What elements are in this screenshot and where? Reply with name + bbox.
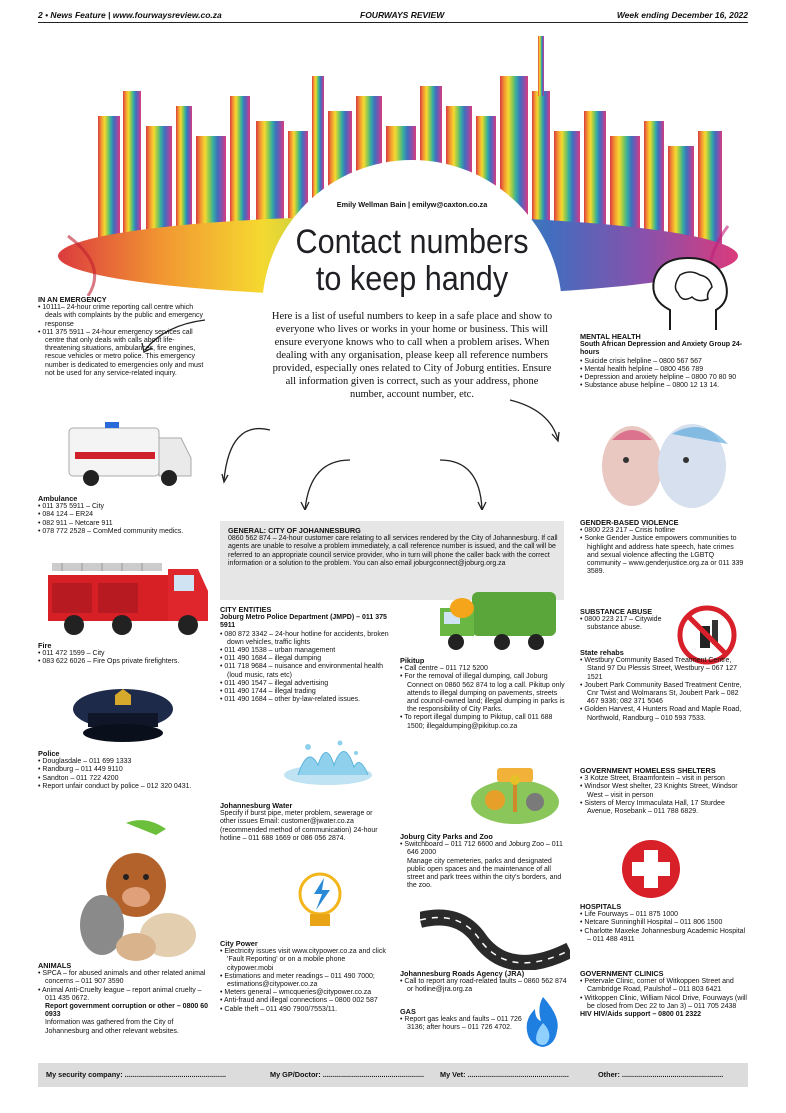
emergency-item: • 10111– 24-hour crime reporting call centre which deals with complaints by the public and emergency response [38, 304, 208, 329]
fire-item: • 083 622 6026 – Fire Ops private firefighters. [38, 658, 203, 666]
general-heading: GENERAL: CITY OF JOHANNESBURG [228, 526, 361, 535]
hospitals-item: • Life Fourways – 011 875 1000 [580, 911, 750, 919]
water-splash-icon [278, 735, 378, 790]
ambulance-item: • 011 375 5911 – City [38, 503, 203, 511]
faces-icon [592, 420, 742, 512]
hospitals-section [580, 903, 750, 944]
roads-item: • Call to report any road-related faults – 0860 562 874 or hotline@jra.org.za [400, 978, 570, 994]
general-section [228, 527, 558, 568]
power-item: • Meters general – wmcqueries@citypower.co.za [220, 989, 392, 997]
shelters-item: • Windsor West shelter, 23 Knights Street, Windsor West – visit in person [580, 783, 750, 799]
power-item: • Estimations and meter readings – 011 490 7000; estimations@citypower.co.za [220, 973, 392, 989]
water-section [220, 802, 390, 843]
emergency-item: • 011 375 5911 – 24-hour emergency services call centre that only deals with calls about life-threatening situations, ambulances, fire engines, rescue vehicles or metro police. This emergency number is dedicated to emergencies only and must not be used for any service-related inquiry. [38, 329, 208, 378]
clinics-item: • Witkoppen Clinic, William Nicol Drive, Fourways (will be closed from Dec 22 to Jan 3) – 011 705 2438 [580, 995, 750, 1011]
pets-icon [66, 815, 206, 963]
lightbulb-icon [290, 868, 350, 932]
ambulance-item: • 084 124 – ER24 [38, 511, 203, 519]
gas-heading: GAS [400, 1007, 416, 1016]
arrow-icon [305, 460, 350, 510]
emergency-section [38, 296, 208, 378]
jmpd-item: • 011 718 9684 – nuisance and environmental health (loud music, rats etc) [220, 663, 390, 679]
article-title [266, 224, 558, 298]
header-left: 2 • News Feature | www.fourwaysreview.co.za [38, 10, 222, 20]
garbage-truck-icon [432, 586, 562, 656]
fire-heading: Fire [38, 641, 52, 650]
header-center: FOURWAYS REVIEW [360, 10, 445, 20]
jmpd-item: • 011 490 1744 – illegal trading [220, 688, 390, 696]
ambulance-item: • 078 772 2528 – ComMed community medics. [38, 528, 203, 536]
mental-item: • Suicide crisis helpline – 0800 567 567 [580, 358, 750, 366]
hiv-support: HIV HIV/Aids support – 0800 01 2322 [580, 1011, 701, 1019]
gas-item: • Report gas leaks and faults – 011 726 3136; after hours – 011 726 4702. [400, 1016, 525, 1032]
jmpd-item: • 011 490 1684 – illegal dumping [220, 655, 390, 663]
ambulance-heading: Ambulance [38, 494, 78, 503]
pikitup-item: • Call centre – 011 712 5200 [400, 665, 570, 673]
emergency-heading: IN AN EMERGENCY [38, 295, 107, 304]
footer-security: My security company: .................................................. [46, 1070, 227, 1079]
hospitals-heading: HOSPITALS [580, 902, 622, 911]
fire-truck-icon [42, 555, 212, 637]
animals-item: • SPCA – for abused animals and other related animal concerns – 011 907 3590 [38, 970, 208, 986]
zoo-icon [465, 762, 565, 828]
power-item: • Anti-fraud and illegal connections – 0800 002 587 [220, 997, 392, 1005]
title-line-1: Contact numbers [295, 223, 529, 261]
gbv-section [580, 519, 745, 576]
rehab-item: • Golden Harvest, 4 Hunters Road and Maple Road, Northwold, Randburg – 010 593 7533. [580, 706, 750, 722]
mental-heading: MENTAL HEALTH [580, 332, 641, 341]
road-icon [420, 900, 570, 970]
gbv-item: • 0800 223 217 – Crisis hotline [580, 527, 745, 535]
rehab-heading: State rehabs [580, 648, 624, 657]
mental-sub: South African Depression and Anxiety Group 24-hours [580, 341, 743, 357]
police-section [38, 750, 203, 791]
shelters-item: • 3 Kotze Street, Braamfontein – visit in person [580, 775, 750, 783]
parks-text: Manage city cemeteries, parks and designated public open spaces and the maintenance of all street and park trees within the city's borders, and the zoo. [407, 857, 562, 890]
byline: Emily Wellman Bain | emilyw@caxton.co.za [336, 200, 488, 209]
police-item: • Sandton – 011 722 4200 [38, 775, 203, 783]
power-item: • Electricity issues visit www.citypower.co.za and click 'Fault Reporting' or on a mobile phone citypower.mobi [220, 948, 392, 973]
parks-item: • Switchboard – 011 712 6600 and Joburg Zoo – 011 646 2000 [400, 841, 570, 857]
footer-gp: My GP/Doctor: .................................................. [270, 1070, 425, 1079]
article-intro: Here is a list of useful numbers to keep in a safe place and show to everyone who lives or works in your home or business. This will ensure everyone knows who to call when a problem arises. When dealing with any organisation, please keep all reference numbers provided, especially ones related to City of Joburg entities. Ensure all information given is correct, such as your address, phone number, account number, etc. [271, 311, 553, 400]
animals-item: • Animal Anti-Cruelty league – report animal cruelty – 011 435 0672. [38, 987, 208, 1003]
header-right: Week ending December 16, 2022 [616, 10, 748, 20]
title-line-2: to keep handy [315, 260, 509, 298]
police-item: • Douglasdale – 011 699 1333 [38, 758, 203, 766]
power-section [220, 940, 392, 1014]
power-item: • Cable theft – 011 490 7900/7553/11. [220, 1006, 392, 1014]
clinics-heading: GOVERNMENT CLINICS [580, 969, 664, 978]
fire-section [38, 642, 203, 667]
rehab-item: • Joubert Park Community Based Treatment Centre, Cnr Twist and Wolmarans St, Joubert Park – 082 467 9336; 082 371 5046 [580, 682, 750, 707]
animals-section [38, 962, 208, 1036]
gbv-heading: GENDER-BASED VIOLENCE [580, 518, 679, 527]
shelters-item: • Sisters of Mercy Immaculata Hall, 17 Sturdee Avenue, Rosebank – 011 788 6829. [580, 800, 750, 816]
footer-vet: My Vet: .................................................. [440, 1070, 569, 1079]
hospitals-item: • Netcare Sunninghill Hospital – 011 806 1500 [580, 919, 750, 927]
parks-section [400, 833, 570, 890]
animals-heading: ANIMALS [38, 961, 72, 970]
city-entities-heading: CITY ENTITIES [220, 605, 272, 614]
corruption-heading: Report government corruption or other – 0800 60 0933 [45, 1003, 208, 1019]
pikitup-heading: Pikitup [400, 656, 425, 665]
mental-item: • Substance abuse helpline – 0800 12 13 14. [580, 382, 750, 390]
police-item: • Report unfair conduct by police – 012 320 0431. [38, 783, 203, 791]
footer-bar [38, 1063, 748, 1087]
fire-item: • 011 472 1599 – City [38, 650, 203, 658]
clinics-item: • Petervale Clinic, corner of Witkoppen Street and Cambridge Road, Paulshof – 011 803 6421 [580, 978, 750, 994]
power-heading: City Power [220, 939, 258, 948]
ambulance-item: • 082 911 – Netcare 911 [38, 520, 203, 528]
jmpd-item: • 011 490 1684 – other by-law-related issues. [220, 696, 390, 704]
jmpd-heading: Joburg Metro Police Department (JMPD) – 011 375 5911 [220, 614, 387, 630]
substance-item: • 0800 223 217 – Citywide substance abuse. [580, 616, 670, 632]
arrow-icon [224, 429, 270, 480]
arrows [200, 330, 580, 510]
brain-icon [640, 255, 740, 335]
general-text: 0860 562 874 – 24-hour customer care relating to all services rendered by the City of Johannesburg. If call agents are unable to resolve a problem immediately, a call reference number is issued, and the call will be referred to an appropriate council service provider, who in turn will phone the caller back with the correct information or a solution to the problem. You can also email joburgconnect@joburg.org.za [228, 535, 558, 567]
ambulance-section [38, 495, 203, 536]
red-cross-icon [620, 838, 682, 900]
roads-heading: Johannesburg Roads Agency (JRA) [400, 969, 525, 978]
water-text: Specify if burst pipe, meter problem, sewerage or other issues Email: customer@jwater.co.za (recommended method of communication) 24-hour hotline – 011 688 1669 or 086 056 2874. [220, 810, 378, 842]
parks-heading: Joburg City Parks and Zoo [400, 832, 493, 841]
clinics-section [580, 970, 750, 1019]
gbv-item: • Sonke Gender Justice empowers communities to highlight and address hate speech, hate crimes and sexual violence affecting the LGBTQ community – www.genderjustice.org.za or 011 339 3589. [580, 535, 745, 576]
substance-section [580, 608, 670, 633]
police-heading: Police [38, 749, 60, 758]
shelters-section [580, 767, 750, 816]
mental-item: • Depression and anxiety helpline – 0800 70 80 90 [580, 374, 750, 382]
police-cap-icon [68, 683, 178, 745]
jmpd-item: • 011 490 1547 – illegal advertising [220, 680, 390, 688]
ambulance-icon [65, 418, 195, 490]
arrow-icon [510, 400, 558, 440]
roads-section [400, 970, 570, 995]
arrow-icon [440, 460, 482, 510]
pikitup-item: • For the removal of illegal dumping, call Joburg Connect on 0860 562 874 to log a call. Pikitup only attends to illegal dumping on pavements, streets and council-owned land; illegal dumping in parks is the responsibility of City Parks. [400, 673, 570, 714]
mental-item: • Mental health helpline – 0800 456 789 [580, 366, 750, 374]
jmpd-item: • 080 872 3342 – 24-hour hotline for accidents, broken down vehicles, traffic lights [220, 631, 390, 647]
hospitals-item: • Charlotte Maxeke Johannesburg Academic Hospital – 011 488 4911 [580, 928, 750, 944]
header-rule [38, 22, 748, 23]
footer-other: Other: .................................................. [598, 1070, 724, 1079]
pikitup-section [400, 657, 570, 731]
sources-note: Information was gathered from the City of Johannesburg and other relevant websites. [45, 1019, 179, 1035]
water-heading: Johannesburg Water [220, 801, 293, 810]
pikitup-item: • To report illegal dumping to Pikitup, call 011 688 1500; illegaldumping@pikitup.co.za [400, 714, 570, 730]
substance-heading: SUBSTANCE ABUSE [580, 607, 653, 616]
mental-health-section [580, 333, 750, 390]
gas-section [400, 1008, 525, 1033]
city-entities-section [220, 606, 390, 704]
shelters-heading: GOVERNMENT HOMELESS SHELTERS [580, 766, 716, 775]
rehabs-section [580, 649, 750, 723]
police-item: • Randburg – 011 449 9110 [38, 766, 203, 774]
gas-flame-icon [522, 995, 564, 1051]
jmpd-item: • 011 490 1538 – urban management [220, 647, 390, 655]
rehab-item: • Westbury Community Based Treatment Centre, Stand 97 Du Plessis Street, Westbury – 067 127 1521 [580, 657, 750, 682]
